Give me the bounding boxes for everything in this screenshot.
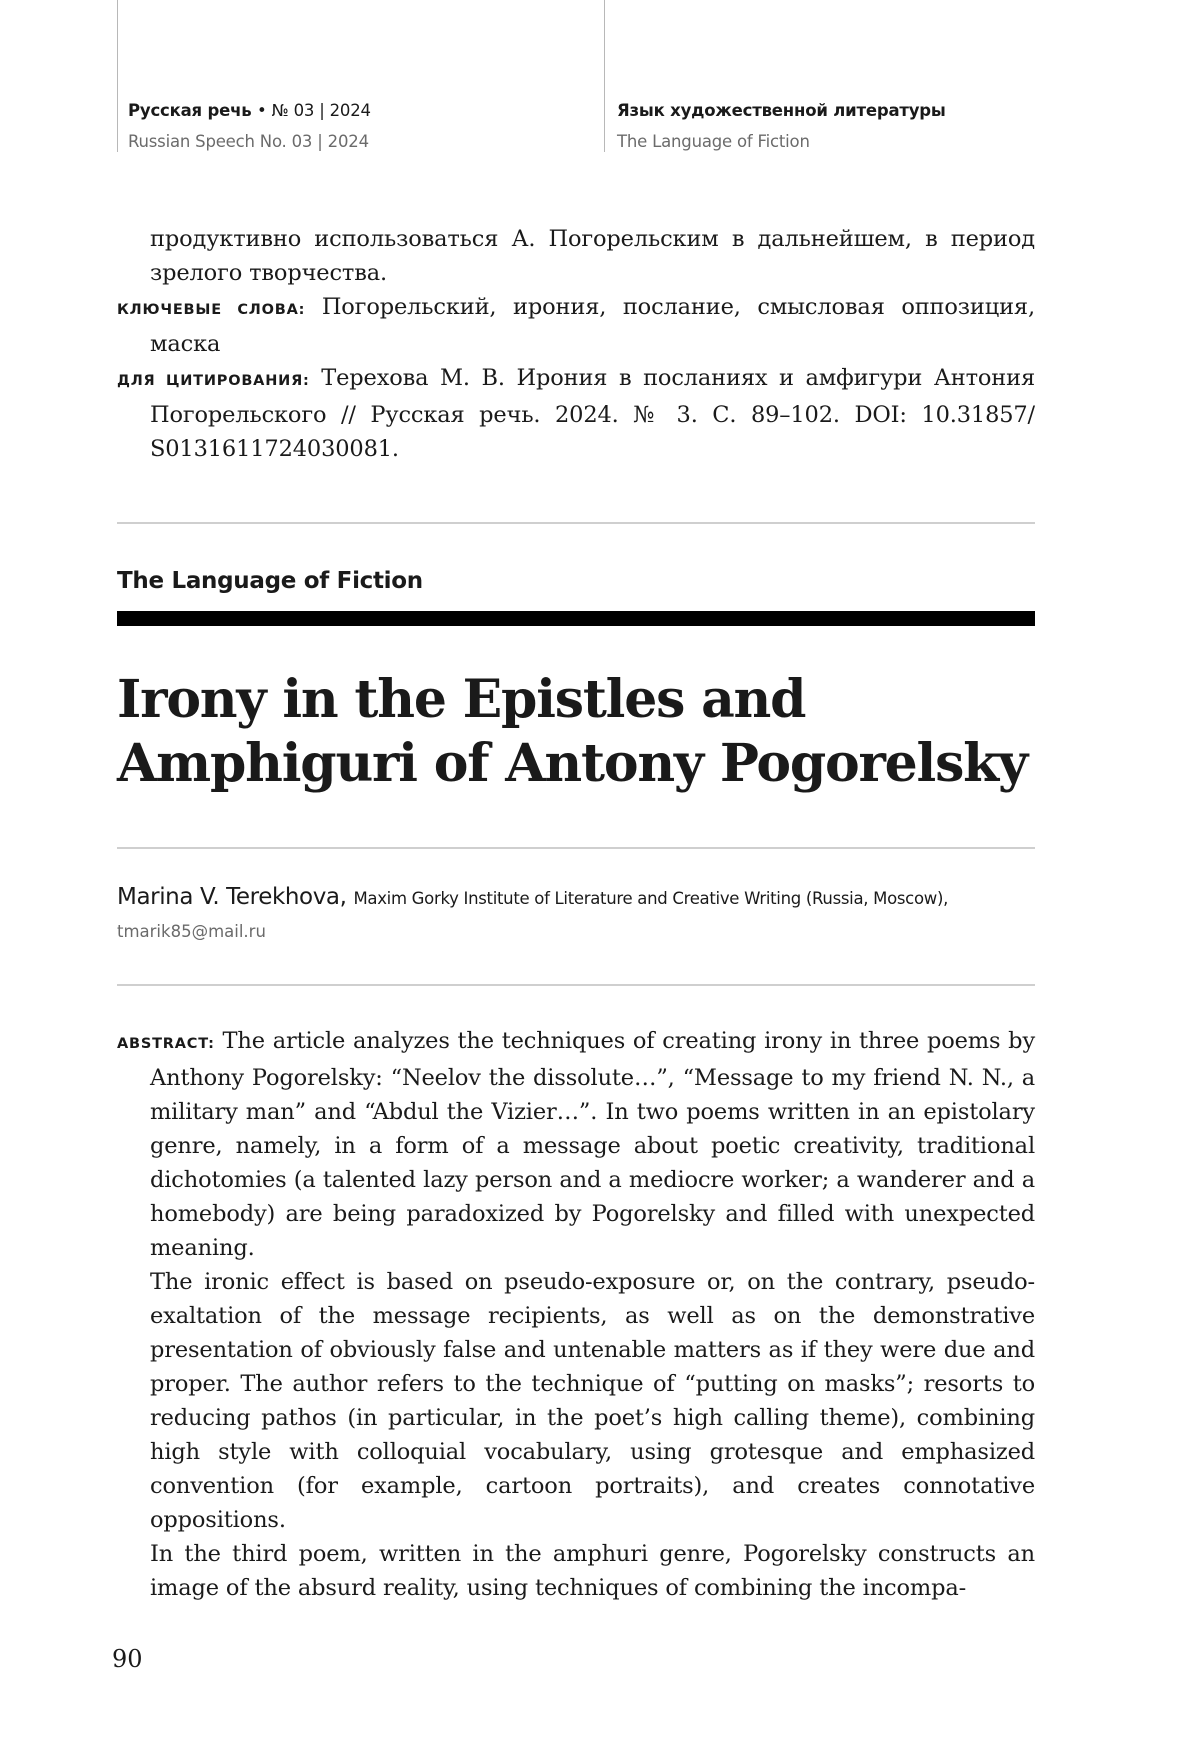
abstract-p3: In the third poem, written in the amphuri genre, Pogorelsky constructs an image of the absurd reality, using techniques of combining the incompa- xyxy=(150,1541,1035,1601)
abstract-p1 xyxy=(117,1024,1035,1265)
abstract-p1-text: The article analyzes the techniques of creating irony in three poems by Anthony Pogorelsky: “Neelov the dissolute…”, “Message to my friend N. N., a military man” and “Abdul the Vizier…”. In two poems written in an epistolary genre, namely, in a form of a message about poetic creativity, traditional dichotomies (a talented lazy person and a mediocre worker; a wanderer and a homebody) are being paradoxized by Pogorelsky and filled with unexpected meaning. xyxy=(150,1028,1035,1261)
journal-name-ru: Русская речь xyxy=(128,101,252,120)
russian-metadata-block xyxy=(117,222,1035,466)
header-journal-en: Russian Speech No. 03 | 2024 xyxy=(128,132,369,151)
ru-citation-text: Терехова М. В. Ирония в посланиях и амфигури Антония Погорельского // Русская речь. 2024. № 3. С. 89–102. DOI: 10.31857/ S0131611724030081. xyxy=(150,365,1036,462)
ru-keywords xyxy=(117,290,1035,361)
header-left-rule xyxy=(117,0,118,152)
page-number: 90 xyxy=(112,1645,143,1673)
issue-ru: • № 03 | 2024 xyxy=(257,101,371,120)
header-rubric-ru: Язык художественной литературы xyxy=(617,101,946,120)
ru-citation xyxy=(117,361,1035,466)
header-journal-ru xyxy=(128,100,371,122)
abstract-label: ABSTRACT: xyxy=(117,1036,215,1052)
header-right-rule xyxy=(604,0,605,152)
section-rule xyxy=(117,611,1035,626)
author-name: Marina V. Terekhova, xyxy=(117,884,347,910)
ru-keywords-text: Погорельский, ирония, послание, смысловая оппозиция, маска xyxy=(150,294,1035,357)
ru-keywords-label: КЛЮЧЕВЫЕ СЛОВА: xyxy=(117,302,306,318)
divider-top xyxy=(117,522,1035,524)
divider-author xyxy=(117,984,1035,986)
header-journal xyxy=(128,100,371,153)
ru-citation-label: ДЛЯ ЦИТИРОВАНИЯ: xyxy=(117,373,310,389)
section-title: The Language of Fiction xyxy=(117,568,423,594)
header-rubric xyxy=(617,100,946,153)
abstract-p2: The ironic effect is based on pseudo-exposure or, on the contrary, pseudo-exaltation of the message recipients, as well as on the demonstrative presentation of obviously false and untenable matters as if they were due and proper. The author refers to the technique of “putting on masks”; resorts to reducing pathos (in particular, in the poet’s high calling theme), combining high style with colloquial vocabulary, using grotesque and emphasized convention (for example, cartoon portraits), and creates connotative oppositions. xyxy=(150,1269,1035,1533)
article-title: Irony in the Epistles and Amphiguri of Antony Pogorelsky xyxy=(117,669,1028,794)
divider-title xyxy=(117,847,1035,849)
author-line xyxy=(117,884,1047,910)
author-affiliation: Maxim Gorky Institute of Literature and Creative Writing (Russia, Moscow), xyxy=(353,889,949,908)
author-email[interactable]: tmarik85@mail.ru xyxy=(117,922,266,941)
abstract-block xyxy=(117,1024,1035,1605)
header-rubric-en: The Language of Fiction xyxy=(617,132,810,151)
ru-abstract-tail: продуктивно использоваться А. Погорельским в дальнейшем, в период зрелого творчества. xyxy=(150,226,1035,286)
